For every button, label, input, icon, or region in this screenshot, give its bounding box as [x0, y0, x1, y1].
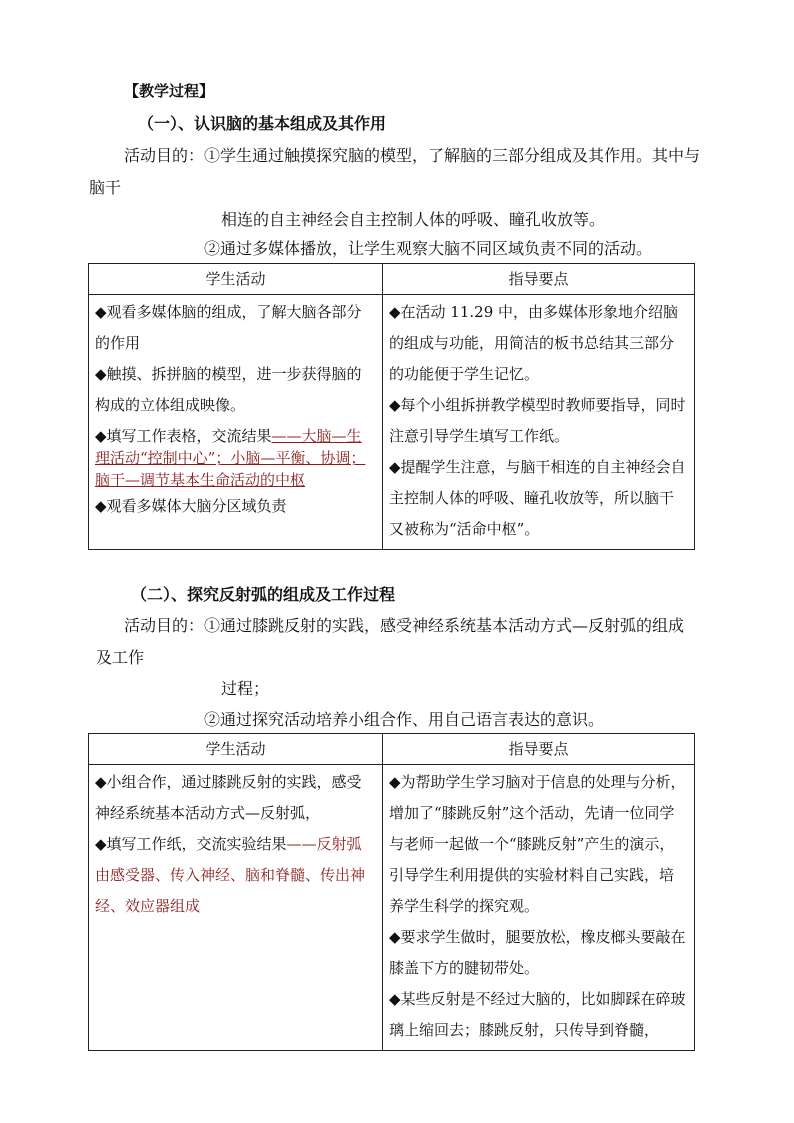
section2-purpose-line2: 及工作 [96, 648, 145, 667]
section1-title: （一）、认识脑的基本组成及其作用 [138, 114, 387, 133]
section2-student-activity-cell [89, 765, 383, 1051]
section1-purpose-line4: ②通过多媒体播放，让学生观察大脑不同区域负责不同的活动。 [204, 239, 653, 258]
section1-purpose-line3: 相连的自主神经会自主控制人体的呼吸、瞳孔收放等。 [221, 210, 606, 229]
s1-right-item-1: ◆在活动 11.29 中，由多媒体形象地介绍脑的组成与功能，用简洁的板书总结其三部分的功能便于学生记忆。 [389, 303, 679, 383]
section2-purpose-line4: ②通过探究活动培养小组合作、用自己语言表达的意识。 [204, 710, 605, 729]
s1-left-item-3 [95, 425, 376, 491]
s2-right-item-2: ◆要求学生做时，腿要放松，橡皮榔头要敲在膝盖下方的腱韧带处。 [389, 928, 686, 977]
section1-table [88, 263, 695, 550]
section1-col-guidance-points: 指导要点 [383, 264, 695, 295]
section2-table-header-row [89, 734, 695, 765]
section1-col-student-activity: 学生活动 [89, 264, 383, 295]
section1-student-activity-cell [89, 295, 383, 550]
s1-left-item-2: ◆触摸、拆拼脑的模型，进一步获得脑的构成的立体组成映像。 [95, 365, 362, 414]
s1-left-item-3-lead: ◆填写工作表格，交流结果 [95, 427, 272, 445]
section1-purpose-line2: 脑干 [89, 178, 122, 197]
section1-table-header-row [89, 264, 695, 295]
section2-col-student-activity: 学生活动 [89, 734, 383, 765]
s1-left-item-1: ◆观看多媒体脑的组成，了解大脑各部分的作用 [95, 303, 362, 352]
s1-right-item-3: ◆提醒学生注意，与脑干相连的自主神经会自主控制人体的呼吸、瞳孔收放等，所以脑干又被称为“活命中枢”。 [389, 458, 686, 538]
section1-purpose-line1: 活动目的：①学生通过触摸探究脑的模型，了解脑的三部分组成及其作用。其中与 [124, 146, 701, 165]
section2-purpose-line3: 过程； [221, 679, 270, 698]
s2-right-item-3: ◆某些反射是不经过大脑的，比如脚踩在碎玻璃上缩回去；膝跳反射，只传导到脊髓， [389, 990, 686, 1039]
section2-table [88, 733, 695, 1051]
section2-purpose-line1: 活动目的：①通过膝跳反射的实践，感受神经系统基本活动方式—反射弧的组成 [124, 616, 685, 635]
s2-left-item-2 [95, 829, 376, 922]
section2-table-body-row [89, 765, 695, 1051]
s2-left-item-2-answer: ——反射弧由感受器、传入神经、脑和脊髓、传出神经、效应器组成 [95, 835, 366, 915]
s1-left-item-4: ◆观看多媒体大脑分区域负责 [95, 497, 287, 515]
lesson-process-heading: 【教学过程】 [124, 82, 215, 100]
section1-guidance-cell [383, 295, 695, 550]
s1-left-item-3-answer: ——大脑—生理活动“控制中心”；小脑—平衡、协调；脑干—调节基本生命活动的中枢 [95, 427, 366, 489]
s2-left-item-2-lead: ◆填写工作纸，交流实验结果 [95, 835, 287, 853]
section2-title: （二）、探究反射弧的组成及工作过程 [131, 585, 396, 604]
s2-left-item-1: ◆小组合作，通过膝跳反射的实践，感受神经系统基本活动方式—反射弧， [95, 773, 362, 822]
s1-right-item-2: ◆每个小组拆拼教学模型时教师要指导，同时注意引导学生填写工作纸。 [389, 396, 686, 445]
section1-table-body-row [89, 295, 695, 550]
section2-col-guidance-points: 指导要点 [383, 734, 695, 765]
section2-guidance-cell [383, 765, 695, 1051]
s2-right-item-1: ◆为帮助学生学习脑对于信息的处理与分析，增加了“膝跳反射”这个活动，先请一位同学与老师一起做一个“膝跳反射”产生的演示，引导学生利用提供的实验材料自己实践，培养学生科学的探究观。 [389, 773, 686, 915]
